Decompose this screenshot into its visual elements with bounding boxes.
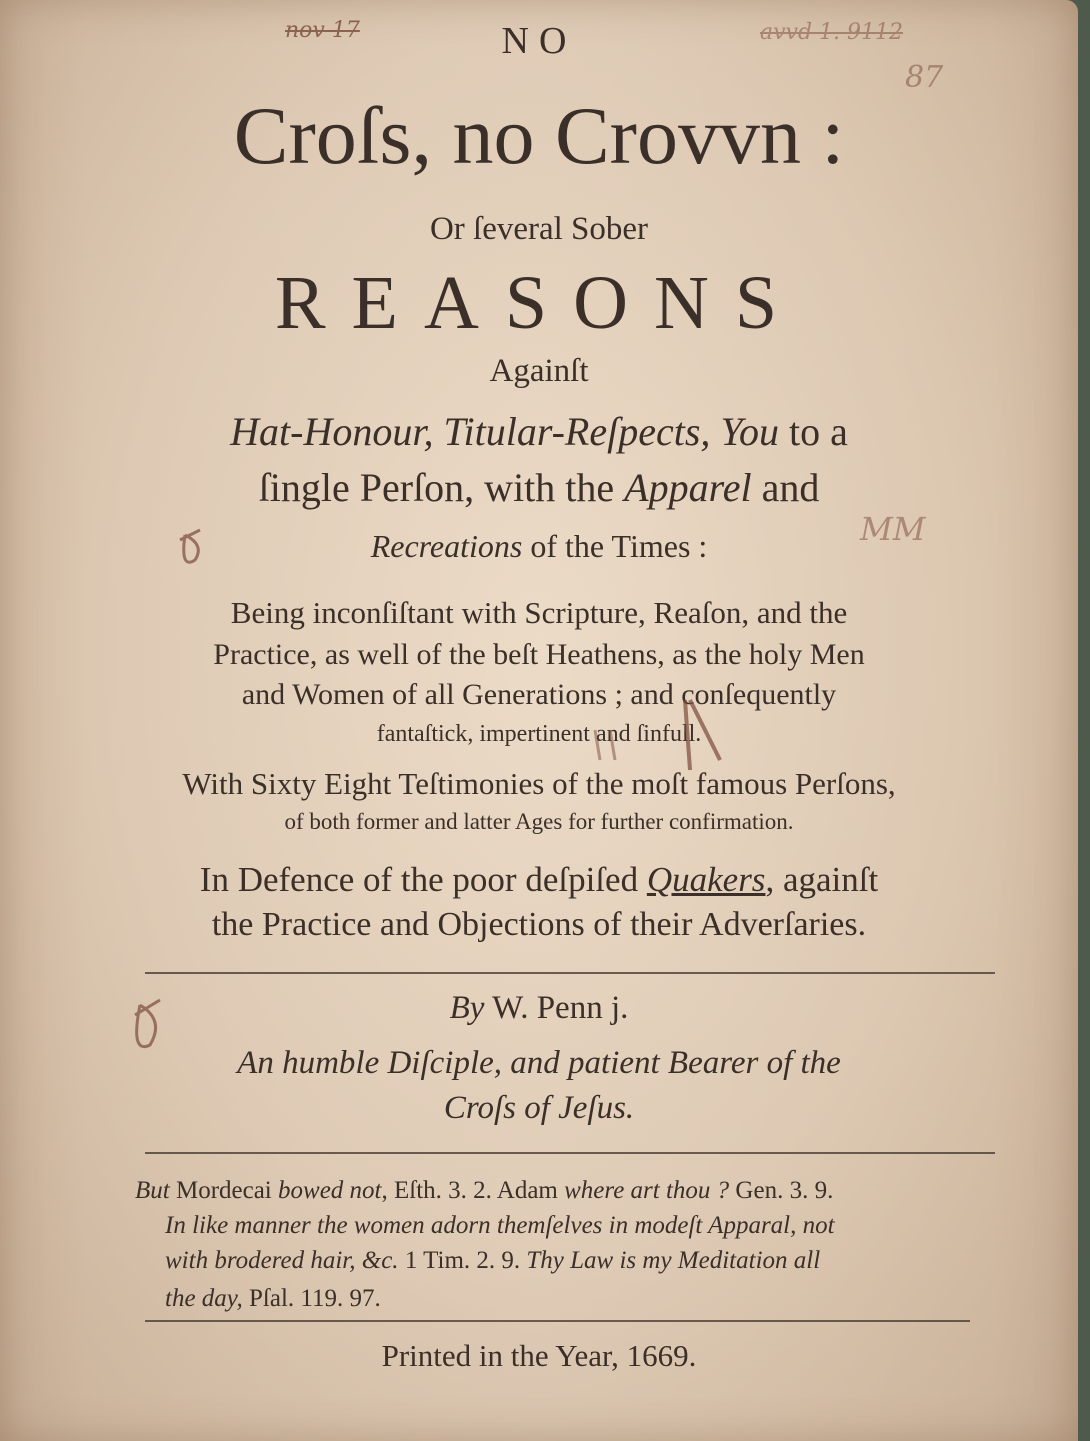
fantastick-line: fantaſtick, impertinent and ſinfull. bbox=[376, 721, 702, 747]
text: ſingle Perſon, with the bbox=[258, 465, 625, 510]
italic-text: But bbox=[135, 1177, 170, 1204]
imprint-line: Printed in the Year, 1669. bbox=[381, 1338, 697, 1373]
cross-of-jesus-line: Croſs of Jeſus. bbox=[443, 1090, 635, 1126]
line-hat-honour bbox=[0, 409, 1078, 454]
handwritten-page-number: 87 bbox=[905, 60, 944, 95]
both-ages-line: of both former and latter Ages for further confirmation. bbox=[284, 809, 794, 834]
text: Pſal. 119. 97. bbox=[242, 1285, 381, 1312]
line-recreations bbox=[0, 530, 1078, 562]
quote-line-3 bbox=[165, 1248, 820, 1273]
italic-text: the day, bbox=[165, 1285, 243, 1312]
being-line-3: and Women of all Generations ; and conſequently bbox=[241, 678, 837, 711]
quote-line-4 bbox=[165, 1286, 381, 1311]
subtitle-against: Againſt bbox=[489, 353, 589, 389]
italic-text: Recreations bbox=[370, 528, 523, 564]
text: In Defence of the poor deſpiſed bbox=[199, 860, 647, 899]
humble-disciple-line: An humble Diſciple, and patient Bearer of the bbox=[237, 1045, 841, 1081]
divider bbox=[145, 1152, 995, 1154]
text: Gen. 3. 9. bbox=[729, 1177, 834, 1204]
handwritten-mark: MM bbox=[860, 510, 926, 548]
italic-text: Thy Law is my Meditation all bbox=[526, 1247, 821, 1274]
text: W. Penn j. bbox=[484, 990, 629, 1026]
title-no: NO bbox=[501, 20, 577, 62]
text: 1 Tim. 2. 9. bbox=[398, 1247, 527, 1274]
being-line-1: Being inconſiſtant with Scripture, Reaſon, and the bbox=[230, 595, 848, 630]
quote-line-2: In like manner the women adorn themſelves in modeſt Apparal, not bbox=[165, 1212, 835, 1239]
italic-text: Apparel bbox=[624, 465, 752, 510]
defence-line bbox=[0, 862, 1078, 897]
italic-text: By bbox=[449, 990, 485, 1026]
italic-text: where art thou ? bbox=[564, 1177, 730, 1204]
italic-text: Quakers bbox=[646, 860, 766, 899]
subtitle-or: Or ſeveral Sober bbox=[429, 211, 649, 247]
italic-text: Hat-Honour, Titular-Reſpects, You bbox=[230, 409, 779, 454]
text: to a bbox=[779, 409, 848, 454]
title-reasons: REASONS bbox=[274, 261, 804, 345]
divider bbox=[145, 972, 995, 974]
sixty-eight-line: With Sixty Eight Teſtimonies of the moſt famous Perſons, bbox=[182, 766, 896, 801]
italic-text: with brodered hair, &c. bbox=[165, 1247, 399, 1274]
text: and bbox=[751, 465, 820, 510]
text: , Eſth. 3. 2. Adam bbox=[381, 1177, 565, 1204]
text: , againſt bbox=[765, 860, 879, 899]
practice-objections-line: the Practice and Objections of their Adverſaries. bbox=[211, 906, 867, 943]
handwritten-note-top-right: avvd 1. 9112 bbox=[760, 20, 904, 45]
title-main: Croſs, no Crovvn : bbox=[233, 90, 845, 181]
text: Mordecai bbox=[169, 1177, 279, 1204]
quote-line-1 bbox=[135, 1178, 833, 1203]
line-single-person bbox=[0, 465, 1078, 510]
divider bbox=[145, 1320, 970, 1322]
handwritten-note-top-left: nov 17 bbox=[285, 18, 360, 43]
being-line-2: Practice, as well of the beſt Heathens, as the holy Men bbox=[213, 638, 865, 671]
author-line bbox=[0, 992, 1078, 1025]
italic-text: bowed not bbox=[278, 1177, 382, 1204]
text: of the Times : bbox=[522, 528, 708, 564]
